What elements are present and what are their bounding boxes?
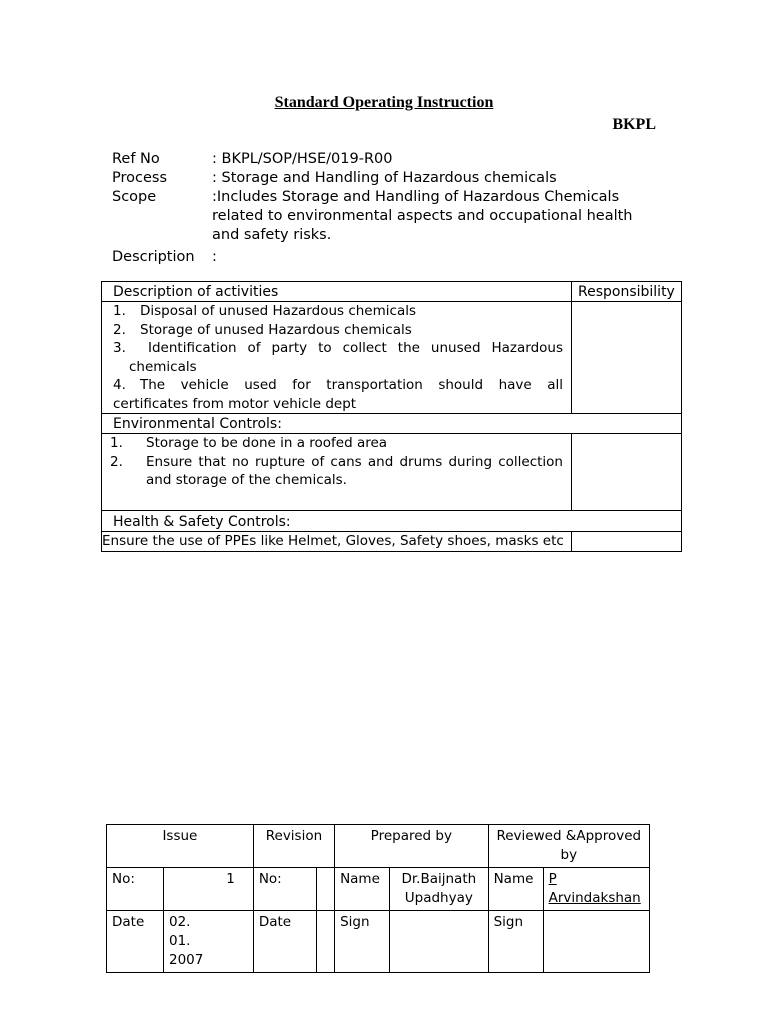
scope-value: :Includes Storage and Handling of Hazardous Chemicals related to environmental aspects and occupational health and safety risks. — [212, 189, 633, 243]
list-item-number: 4. — [113, 377, 126, 393]
approval-name-row — [107, 868, 650, 911]
revision-header: Revision — [253, 825, 334, 868]
process-row — [112, 169, 652, 188]
activities-table — [101, 281, 682, 552]
health-safety-row — [102, 532, 682, 552]
revision-no-value — [316, 868, 334, 911]
process-value: : Storage and Handling of Hazardous chemicals — [212, 170, 557, 186]
list-item — [102, 376, 571, 395]
issue-no-label: No: — [107, 868, 164, 911]
revision-date-value — [316, 911, 334, 973]
health-safety-header-row — [102, 511, 682, 532]
reviewer-signature — [543, 911, 649, 973]
scope-label: Scope — [112, 189, 157, 205]
issue-header: Issue — [107, 825, 254, 868]
list-item-number: 2. — [113, 321, 126, 338]
list-item-number: 1. — [110, 435, 123, 451]
activities-column-header: Description of activities — [102, 282, 572, 302]
ref-no-label: Ref No — [112, 151, 160, 167]
list-item-continuation: chemicals — [129, 358, 197, 375]
activities-row — [102, 302, 682, 414]
list-item — [102, 302, 571, 321]
issue-no-value: 1 — [164, 868, 254, 911]
activities-list — [102, 302, 572, 414]
list-item — [102, 453, 571, 490]
list-item-text: Ensure that no rupture of cans and drums during collection and storage of the chemicals. — [146, 453, 563, 488]
environmental-header-row — [102, 414, 682, 434]
description-value: : — [212, 249, 217, 265]
responsibility-column-header: Responsibility — [572, 282, 682, 302]
approval-date-row — [107, 911, 650, 973]
process-label: Process — [112, 170, 168, 186]
reviewer-name: P Arvindakshan — [543, 868, 649, 911]
reviewed-by-header: Reviewed &Approved by — [488, 825, 649, 868]
activities-header-row — [102, 282, 682, 302]
list-item — [102, 434, 571, 453]
list-item-text: The vehicle used for transportation should have all — [140, 377, 563, 393]
approval-table — [106, 824, 650, 973]
prepared-name-label: Name — [335, 868, 390, 911]
list-item-text: Storage to be done in a roofed area — [146, 435, 388, 451]
list-item-number: 1. — [113, 303, 126, 319]
prepared-by-header: Prepared by — [335, 825, 489, 868]
description-label: Description — [112, 249, 195, 265]
reviewer-sign-label: Sign — [488, 911, 543, 973]
health-safety-controls-heading: Health & Safety Controls: — [102, 511, 682, 532]
issue-date-value: 02. 01. 2007 — [164, 911, 254, 973]
revision-no-label: No: — [253, 868, 316, 911]
list-item-text: Disposal of unused Hazardous chemicals — [140, 303, 416, 319]
revision-date-label: Date — [253, 911, 316, 973]
document-title: Standard Operating Instruction — [274, 94, 494, 111]
company-code: BKPL — [612, 116, 656, 133]
issue-date-label: Date — [107, 911, 164, 973]
environmental-controls-heading: Environmental Controls: — [102, 414, 682, 434]
environmental-row — [102, 434, 682, 511]
environmental-controls-list — [102, 434, 572, 511]
activities-responsibility-cell — [572, 302, 682, 414]
environmental-responsibility-cell — [572, 434, 682, 511]
approval-header-row — [107, 825, 650, 868]
list-item-continuation: certificates from motor vehicle dept — [113, 395, 357, 412]
preparer-name: Dr.Baijnath Upadhyay — [390, 868, 489, 911]
description-row — [112, 248, 652, 267]
scope-row — [112, 188, 652, 245]
ref-no-value: : BKPL/SOP/HSE/019-R00 — [212, 151, 393, 167]
list-item-number: 3. — [113, 340, 126, 356]
reviewer-name-label: Name — [488, 868, 543, 911]
ref-no-row — [112, 150, 652, 169]
preparer-signature — [390, 911, 489, 973]
list-item-text: Identification of party to collect the unused Hazardous — [148, 340, 563, 356]
list-item-text: Storage of unused Hazardous chemicals — [140, 321, 412, 338]
document-meta — [112, 150, 652, 267]
health-safety-responsibility-cell — [572, 532, 682, 552]
list-item — [102, 339, 571, 358]
list-item-number: 2. — [110, 453, 123, 470]
health-safety-controls-text: Ensure the use of PPEs like Helmet, Gloves, Safety shoes, masks etc — [102, 532, 572, 552]
list-item — [102, 321, 571, 340]
prepared-sign-label: Sign — [335, 911, 390, 973]
